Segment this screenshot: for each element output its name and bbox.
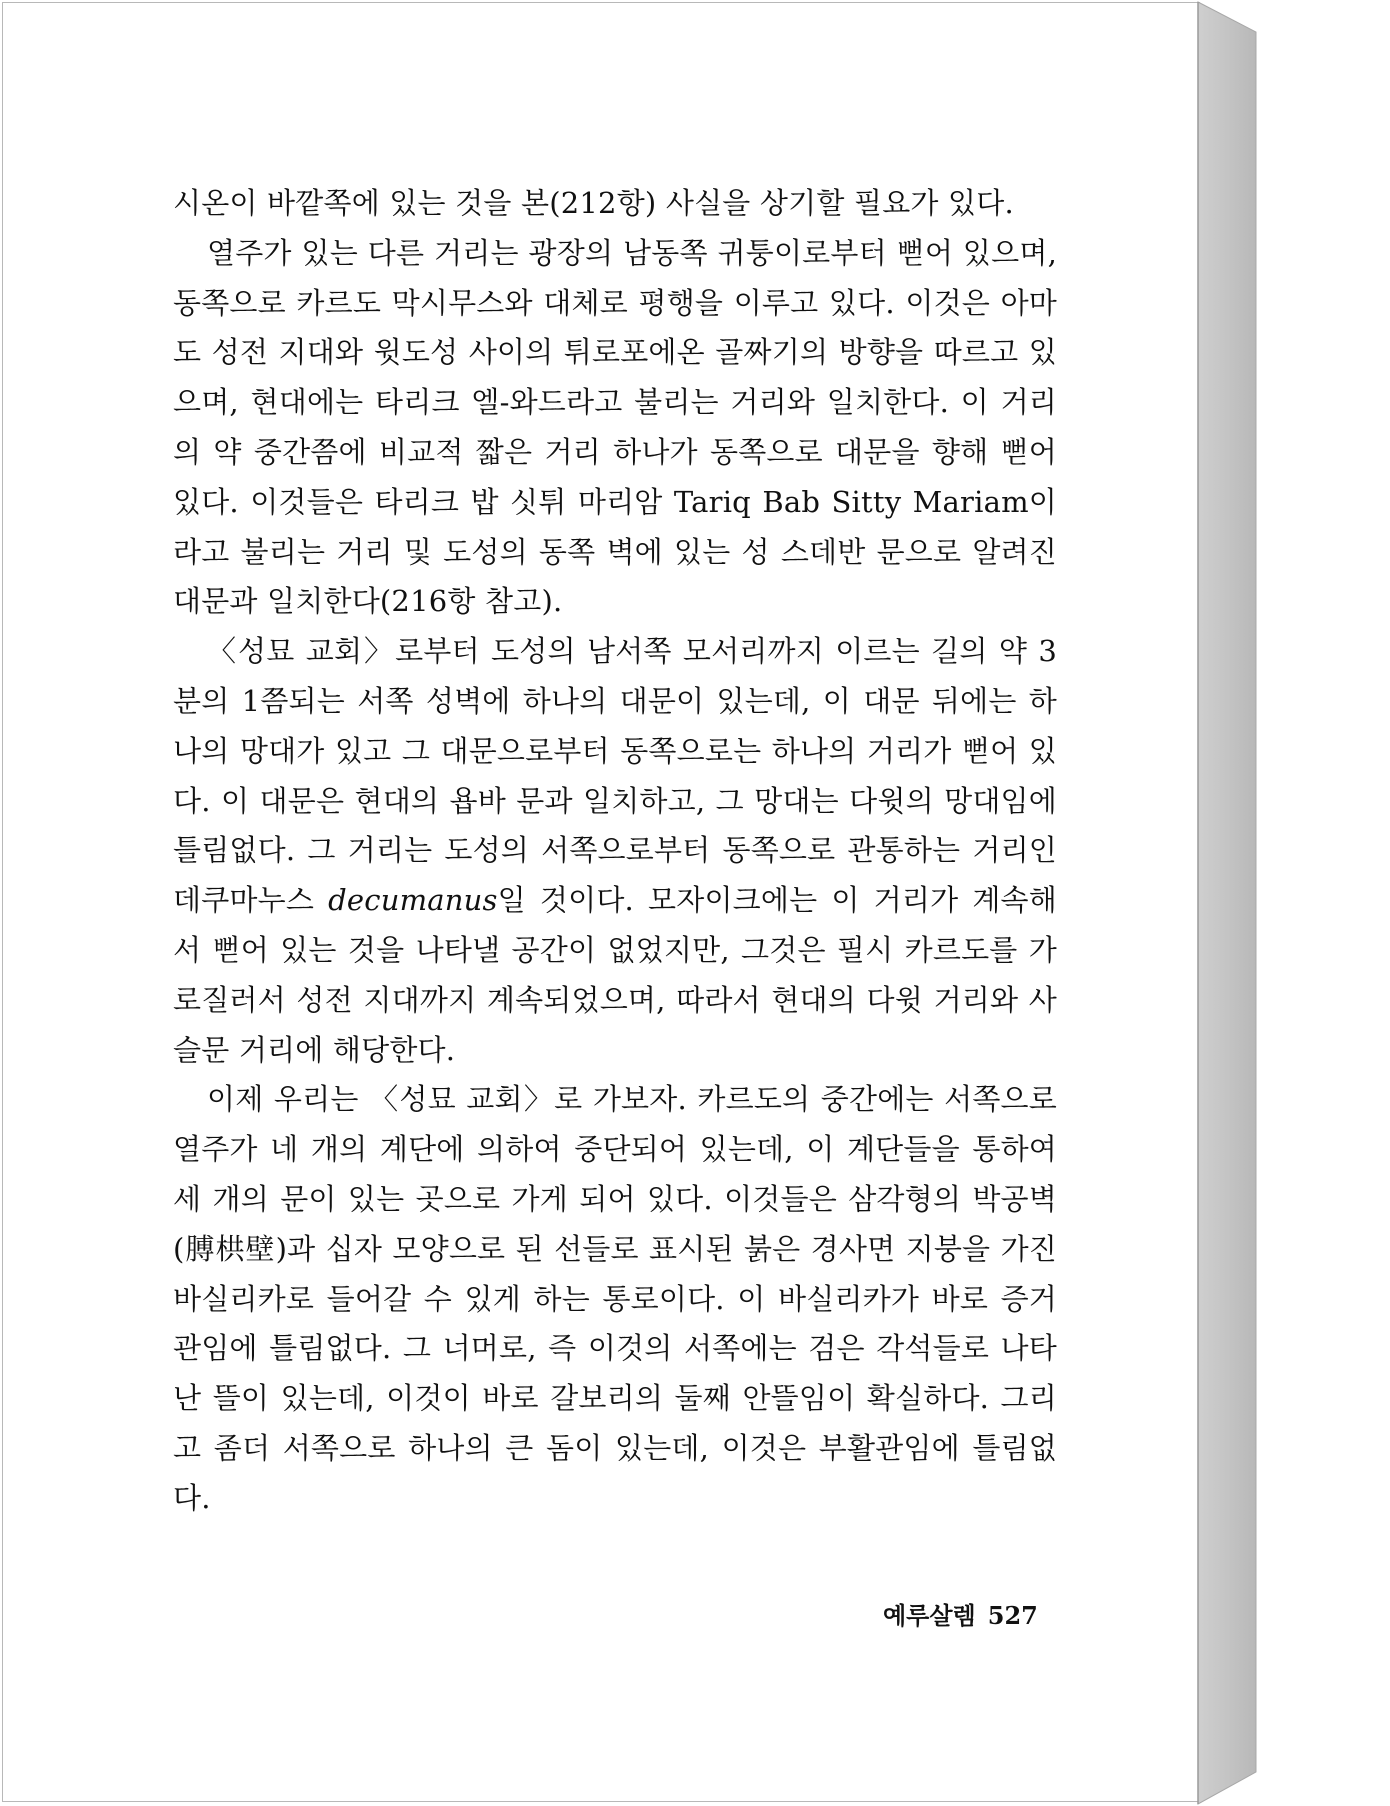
book-page [2,2,1200,1802]
paragraph-4: 이제 우리는 〈성묘 교회〉로 가보자. 카르도의 중간에는 서쪽으로 열주가 네 개의 계단에 의하여 중단되어 있는데, 이 계단들을 통하여 세 개의 문이 있는 곳으로 가게 되어 있다. 이것들은 삼각형의 박공벽(膊栱壁)과 십자 모양으로 된 선들로 표시된 붉은 경사면 지붕을 가진 바실리카로 들어갈 수 있게 하는 통로이다. 이 바실리카가 바로 증거관임에 틀림없다. 그 너머로, 즉 이것의 서쪽에는 검은 각석들로 나타난 뜰이 있는데, 이것이 바로 갈보리의 둘째 안뜰임이 확실하다. 그리고 좀더 서쪽으로 하나의 큰 돔이 있는데, 이것은 부활관임에 틀림없다. [173,1082,1057,1515]
paragraph-3-part-1: 〈성묘 교회〉로부터 도성의 남서쪽 모서리까지 이르는 길의 약 3분의 1쯤되는 서쪽 성벽에 하나의 대문이 있는데, 이 대문 뒤에는 하나의 망대가 있고 그 대문으로부터 동쪽으로는 하나의 거리가 뻗어 있다. 이 대문은 현대의 욥바 문과 일치하고, 그 망대는 다윗의 망대임에 틀림없다. 그 거리는 도성의 서쪽으로부터 동쪽으로 관통하는 거리인 데쿠마누스 [173,634,1057,918]
body-text [173,179,1057,1524]
paragraph-2: 열주가 있는 다른 거리는 광장의 남동쪽 귀퉁이로부터 뻗어 있으며, 동쪽으로 카르도 막시무스와 대체로 평행을 이루고 있다. 이것은 아마도 성전 지대와 윗도성 사이의 튀로포에온 골짜기의 방향을 따르고 있으며, 현대에는 타리크 엘-와드라고 불리는 거리와 일치한다. 이 거리의 약 중간쯤에 비교적 짧은 거리 하나가 동쪽으로 대문을 향해 뻗어 있다. 이것들은 타리크 밥 싯튀 마리암 Tariq Bab Sitty Mariam이라고 불리는 거리 및 도성의 동쪽 벽에 있는 성 스데반 문으로 알려진 대문과 일치한다(216항 참고). [173,235,1057,619]
running-title: 예루살렘 [883,1602,976,1630]
book-spine-edge [1196,0,1276,1806]
page-number: 527 [987,1601,1038,1630]
paragraph-3 [173,627,1057,1075]
paragraph-3-part-2: 일 것이다. 모자이크에는 이 거리가 계속해서 뻗어 있는 것을 나타낼 공간이 없었지만, 그것은 필시 카르도를 가로질러서 성전 지대까지 계속되었으며, 따라서 현대의 다윗 거리와 사슬문 거리에 해당한다. [173,883,1057,1067]
italic-term-decumanus: decumanus [328,883,498,918]
book-edge-illustration [1196,0,1276,1806]
paragraph-1: 시온이 바깥쪽에 있는 것을 본(212항) 사실을 상기할 필요가 있다. [173,186,1014,220]
page-footer [883,1596,1038,1631]
